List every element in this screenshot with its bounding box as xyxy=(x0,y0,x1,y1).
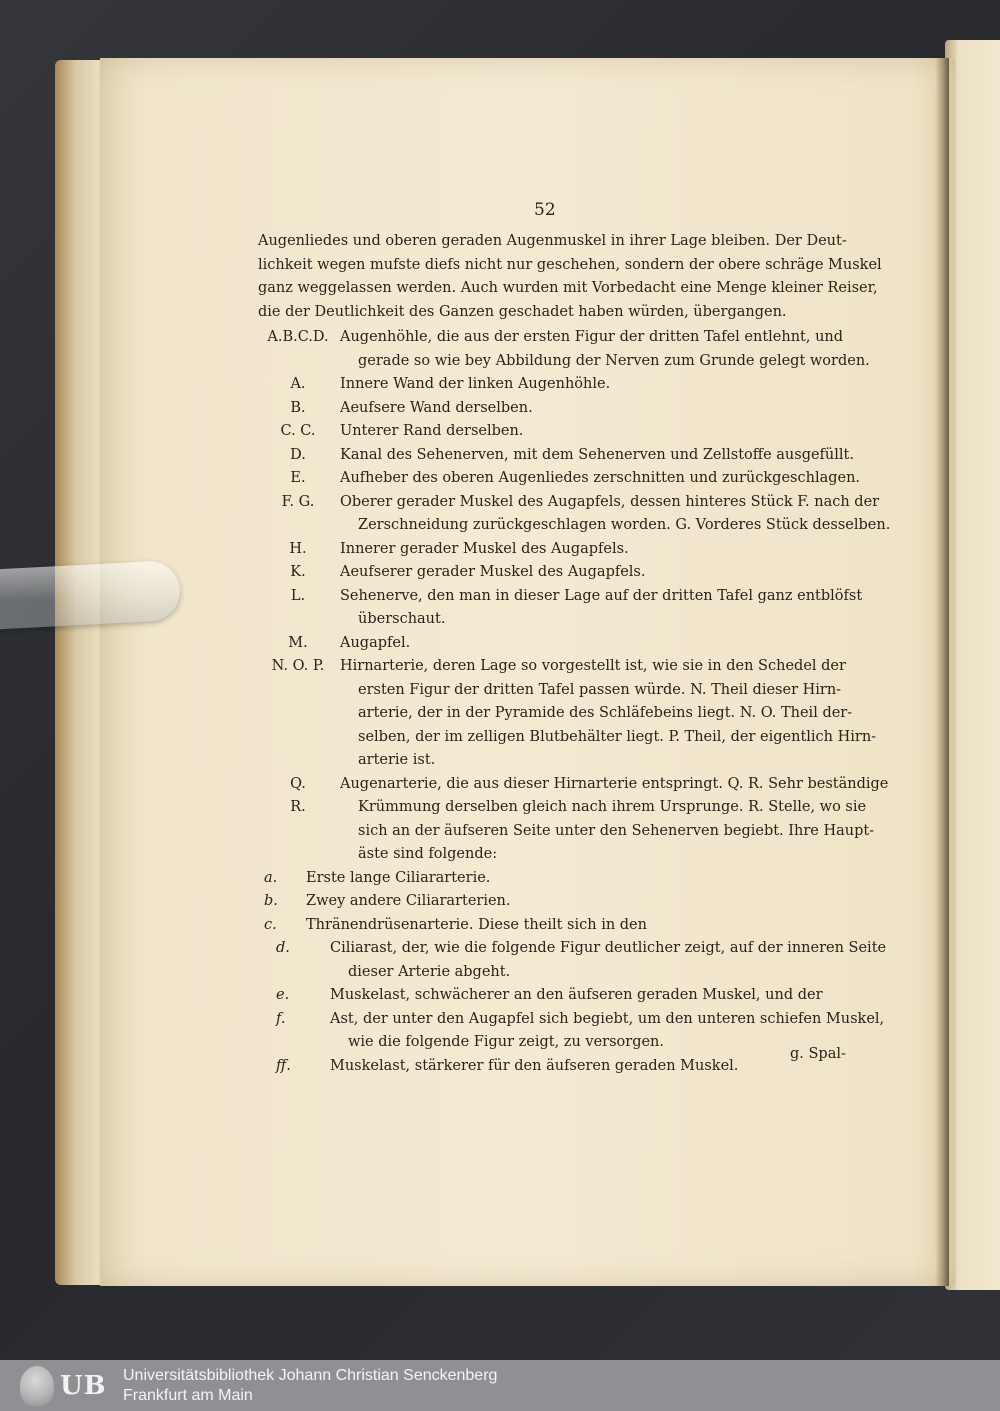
library-logo xyxy=(20,1363,115,1409)
entry-label: a. xyxy=(264,869,278,886)
entry-label: R. xyxy=(290,799,306,815)
entry-text: ersten Figur der dritten Tafel passen würde. N. Theil dieser Hirn- xyxy=(358,681,842,698)
legend-entry xyxy=(258,561,848,585)
entry-text: Augenhöhle, die aus der ersten Figur der dritten Tafel entlehnt, und xyxy=(340,329,844,345)
legend-entry xyxy=(258,420,848,444)
sub-branch-entry xyxy=(258,937,887,984)
entry-text: Ast, der unter den Augapfel sich begiebt, um den unteren schiefen Muskel, xyxy=(330,1010,885,1027)
legend-entry xyxy=(258,585,863,632)
entry-label: A. xyxy=(290,376,306,392)
entry-text: Augenarterie, die aus dieser Hirnarterie entspringt. Q. R. Sehr beständige xyxy=(340,775,889,792)
entry-text: Sehenerve, den man in dieser Lage auf der dritten Tafel ganz entblöfst xyxy=(340,587,863,604)
sub-branch-entry xyxy=(258,1008,885,1055)
entry-label: M. xyxy=(288,634,308,651)
entry-text: Muskelast, schwächerer an den äufseren geraden Muskel, und der xyxy=(330,987,823,1003)
entry-text: Hirnarterie, deren Lage so vorgestellt ist, wie sie in den Schedel der xyxy=(340,658,846,674)
portrait-icon xyxy=(20,1366,54,1406)
sub-branch-entry xyxy=(258,984,848,1008)
entry-text: Erste lange Ciliararterie. xyxy=(306,869,491,886)
legend-entry xyxy=(258,632,848,656)
entry-text: dieser Arterie abgeht. xyxy=(348,963,511,980)
entry-label: e. xyxy=(276,987,290,1003)
entry-label: E. xyxy=(290,470,306,486)
legend-entry xyxy=(258,326,870,373)
branch-entry xyxy=(258,867,848,891)
legend-entry xyxy=(258,373,848,397)
page-number: 52 xyxy=(534,200,556,220)
legend-entry xyxy=(258,491,891,538)
library-name xyxy=(123,1366,497,1406)
entry-text: arterie ist. xyxy=(358,752,436,768)
page-clip xyxy=(0,560,181,630)
entry-text: Aeufserer gerader Muskel des Augapfels. xyxy=(340,564,646,580)
entry-label: ff. xyxy=(276,1057,291,1074)
entry-label: b. xyxy=(264,893,278,909)
entry-label: f. xyxy=(276,1010,286,1027)
legend-entry xyxy=(258,538,848,562)
entry-label: K. xyxy=(290,564,306,580)
entry-text: Unterer Rand derselben. xyxy=(340,423,524,439)
entry-label: d. xyxy=(276,940,290,956)
entry-text: arterie, der in der Pyramide des Schläfebeins liegt. N. O. Theil der- xyxy=(358,705,853,721)
entry-label: B. xyxy=(290,399,306,416)
entry-label: L. xyxy=(290,587,306,604)
legend-entries xyxy=(258,326,891,1078)
entry-text: Muskelast, stärkerer für den äufseren geraden Muskel. xyxy=(330,1057,739,1074)
entry-text: äste sind folgende: xyxy=(358,846,498,862)
entry-label: C. C. xyxy=(280,423,316,439)
entry-label: H. xyxy=(289,540,307,557)
entry-text: Krümmung derselben gleich nach ihrem Ursprunge. R. Stelle, wo sie xyxy=(358,799,867,815)
entry-text: Innere Wand der linken Augenhöhle. xyxy=(340,376,611,392)
entry-label: Q. xyxy=(290,775,306,792)
entry-label: c. xyxy=(264,916,277,933)
entry-text: Aufheber des oberen Augenliedes zerschnitten und zurückgeschlagen. xyxy=(340,470,861,486)
entry-label: N. O. P. xyxy=(271,658,325,674)
entry-text: Zwey andere Ciliararterien. xyxy=(306,893,511,909)
catchword: g. Spal- xyxy=(790,1046,846,1062)
intro-line: Augenliedes und oberen geraden Augenmuskel in ihrer Lage bleiben. Der Deut- xyxy=(258,233,847,249)
entry-text: Innerer gerader Muskel des Augapfels. xyxy=(340,540,629,557)
legend-entry xyxy=(258,467,861,491)
legend-entry xyxy=(258,796,875,867)
sub-branch-entry xyxy=(258,1055,848,1079)
entry-label: D. xyxy=(290,446,306,463)
legend-entry xyxy=(258,773,889,797)
entry-text: Ciliarast, der, wie die folgende Figur deutlicher zeigt, auf der inneren Seite xyxy=(330,940,887,956)
entry-text: selben, der im zelligen Blutbehälter liegt. P. Theil, der eigentlich Hirn- xyxy=(358,728,877,745)
library-footer xyxy=(0,1360,1000,1411)
entry-text: Augapfel. xyxy=(340,634,411,651)
entry-text: Aeufsere Wand derselben. xyxy=(340,399,533,416)
legend-entry xyxy=(258,655,877,773)
book-gutter xyxy=(935,58,949,1286)
entry-text: Thränendrüsenarterie. Diese theilt sich in den xyxy=(306,916,647,933)
intro-line: die der Deutlichkeit des Ganzen geschadet haben würden, übergangen. xyxy=(258,303,787,320)
entry-label: F. G. xyxy=(281,493,315,510)
logo-text: UB xyxy=(60,1370,107,1401)
intro-line: ganz weggelassen werden. Auch wurden mit Vorbedacht eine Menge kleiner Reiser, xyxy=(258,280,878,296)
entry-text: wie die folgende Figur zeigt, zu versorgen. xyxy=(348,1034,665,1050)
branch-entry xyxy=(258,914,848,938)
entry-label: A.B.C.D. xyxy=(267,329,329,345)
entry-text: Kanal des Sehenerven, mit dem Sehenerven und Zellstoffe ausgefüllt. xyxy=(340,446,854,463)
library-name-line2: Frankfurt am Main xyxy=(123,1386,253,1404)
entry-text: gerade so wie bey Abbildung der Nerven zum Grunde gelegt worden. xyxy=(358,352,870,369)
intro-line: lichkeit wegen mufste diefs nicht nur geschehen, sondern der obere schräge Muskel xyxy=(258,256,882,273)
branch-entry xyxy=(258,890,848,914)
intro-paragraph xyxy=(258,230,882,324)
entry-text: Zerschneidung zurückgeschlagen worden. G. Vorderes Stück desselben. xyxy=(358,517,891,533)
legend-entry xyxy=(258,444,854,468)
legend-entry xyxy=(258,397,848,421)
entry-text: überschaut. xyxy=(358,611,446,627)
entry-text: Oberer gerader Muskel des Augapfels, dessen hinteres Stück F. nach der xyxy=(340,493,880,510)
entry-text: sich an der äufseren Seite unter den Sehenerven begiebt. Ihre Haupt- xyxy=(358,822,875,839)
library-name-line1: Universitätsbibliothek Johann Christian Senckenberg xyxy=(123,1366,498,1384)
